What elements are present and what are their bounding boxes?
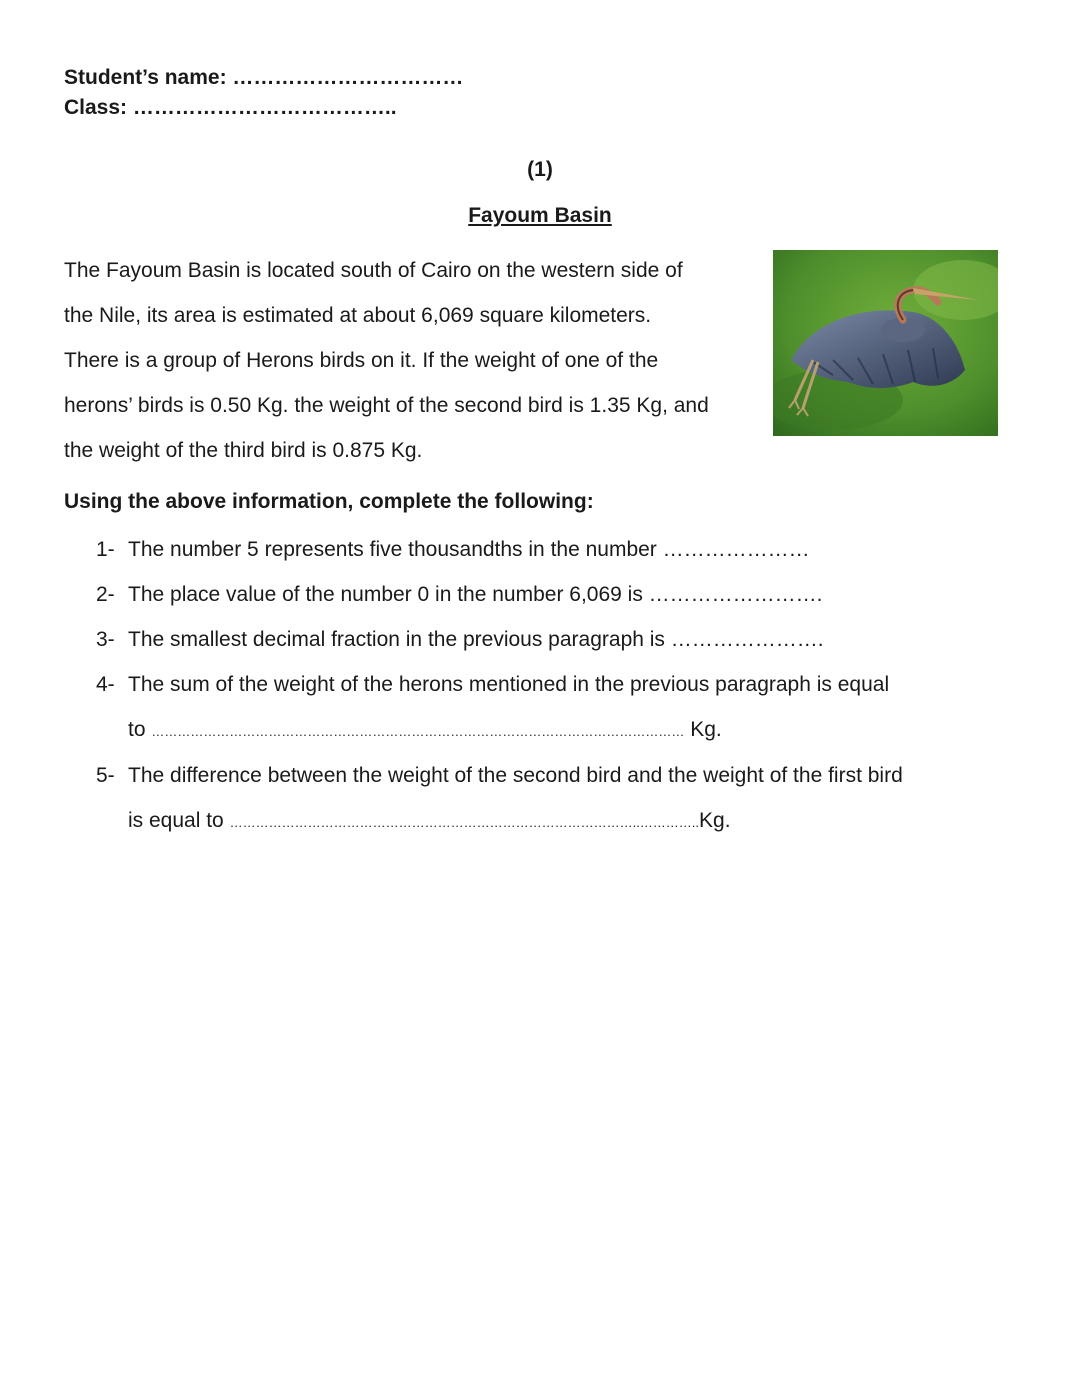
unit-label: Kg. bbox=[699, 809, 731, 832]
answer-blank: …………………. bbox=[670, 628, 824, 651]
question-text: is equal to bbox=[128, 809, 224, 832]
answer-blank: ……………………. bbox=[648, 583, 823, 606]
answer-blank: …………………………………………………………………………………..………….. bbox=[229, 815, 700, 830]
question-number: 5- bbox=[96, 764, 115, 787]
question-number: 1- bbox=[96, 538, 115, 561]
student-name-label: Student’s name: bbox=[64, 66, 227, 89]
question-number: 4- bbox=[96, 673, 115, 696]
question-number: 3- bbox=[96, 628, 115, 651]
question-text: The number 5 represents five thousandths in the number bbox=[128, 538, 657, 561]
answer-blank: ………………… bbox=[662, 538, 810, 561]
paragraph-line: There is a group of Herons birds on it. If the weight of one of the bbox=[64, 349, 659, 372]
instructions-heading: Using the above information, complete the following: bbox=[64, 490, 594, 513]
question-text: The place value of the number 0 in the number 6,069 is bbox=[128, 583, 643, 606]
heron-photo bbox=[773, 250, 998, 436]
student-name-blank: …………………………… bbox=[232, 66, 464, 89]
paragraph-line: the Nile, its area is estimated at about 6,069 square kilometers. bbox=[64, 304, 652, 327]
paragraph-line: the weight of the third bird is 0.875 Kg. bbox=[64, 439, 423, 462]
class-line bbox=[64, 96, 397, 120]
question-text: The smallest decimal fraction in the previous paragraph is bbox=[128, 628, 665, 651]
question-2 bbox=[96, 583, 823, 607]
class-blank: ……………………………….. bbox=[132, 96, 397, 119]
question-3 bbox=[96, 628, 824, 652]
paragraph-line: herons’ birds is 0.50 Kg. the weight of the second bird is 1.35 Kg, and bbox=[64, 394, 709, 417]
question-text: to bbox=[128, 718, 146, 741]
heron-icon bbox=[773, 250, 998, 436]
question-5-continuation bbox=[96, 809, 731, 833]
question-text: The sum of the weight of the herons mentioned in the previous paragraph is equal bbox=[128, 673, 890, 696]
answer-blank: …………………………………………………………………………………………………………… bbox=[151, 724, 685, 739]
question-5 bbox=[96, 764, 903, 788]
question-4 bbox=[96, 673, 889, 697]
student-name-line bbox=[64, 66, 463, 90]
question-4-continuation bbox=[96, 718, 722, 742]
lesson-title: Fayoum Basin bbox=[468, 204, 612, 227]
question-1 bbox=[96, 538, 810, 562]
story-paragraph bbox=[64, 248, 764, 473]
question-text: The difference between the weight of the second bird and the weight of the first bird bbox=[128, 764, 903, 787]
lesson-number: (1) bbox=[527, 158, 553, 181]
question-number: 2- bbox=[96, 583, 115, 606]
unit-label: Kg. bbox=[690, 718, 722, 741]
class-label: Class: bbox=[64, 96, 128, 119]
paragraph-line: The Fayoum Basin is located south of Cairo on the western side of bbox=[64, 259, 683, 282]
